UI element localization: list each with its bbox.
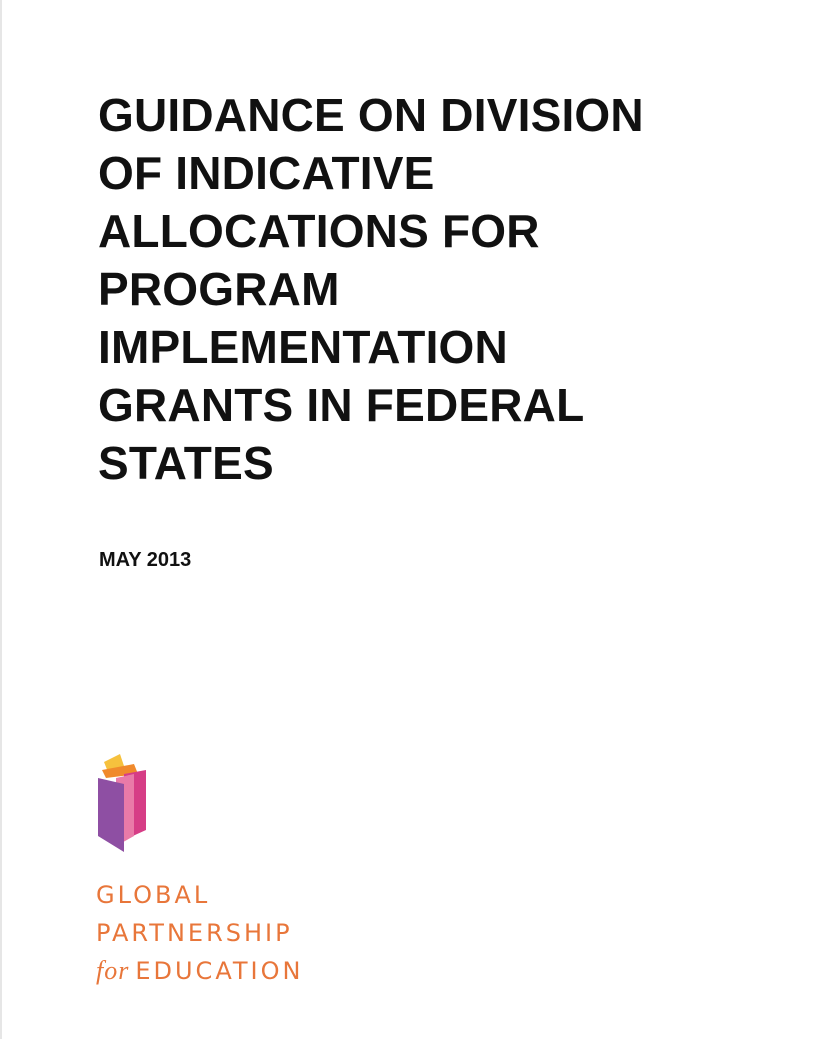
logo-line-partnership: PARTNERSHIP bbox=[96, 919, 293, 947]
title-line: STATES bbox=[98, 437, 274, 489]
logo-for-text: for bbox=[96, 956, 130, 985]
logo-wordmark bbox=[96, 876, 303, 990]
logo-education-text: EDUCATION bbox=[135, 957, 304, 985]
title-line: PROGRAM bbox=[98, 263, 340, 315]
title-line: IMPLEMENTATION bbox=[98, 321, 508, 373]
title-line: OF INDICATIVE bbox=[98, 147, 435, 199]
title-line: GRANTS IN FEDERAL bbox=[98, 379, 585, 431]
publication-date: MAY 2013 bbox=[99, 549, 192, 571]
logo-line-education bbox=[96, 952, 303, 990]
title-line: GUIDANCE ON DIVISION bbox=[98, 89, 644, 141]
open-book-icon bbox=[94, 752, 152, 854]
document-title bbox=[98, 86, 738, 492]
title-line: ALLOCATIONS FOR bbox=[98, 205, 540, 257]
logo-page-purple bbox=[98, 778, 124, 852]
logo-line-global: GLOBAL bbox=[96, 881, 211, 909]
gpe-logo bbox=[92, 752, 392, 992]
page-edge bbox=[0, 0, 2, 1039]
